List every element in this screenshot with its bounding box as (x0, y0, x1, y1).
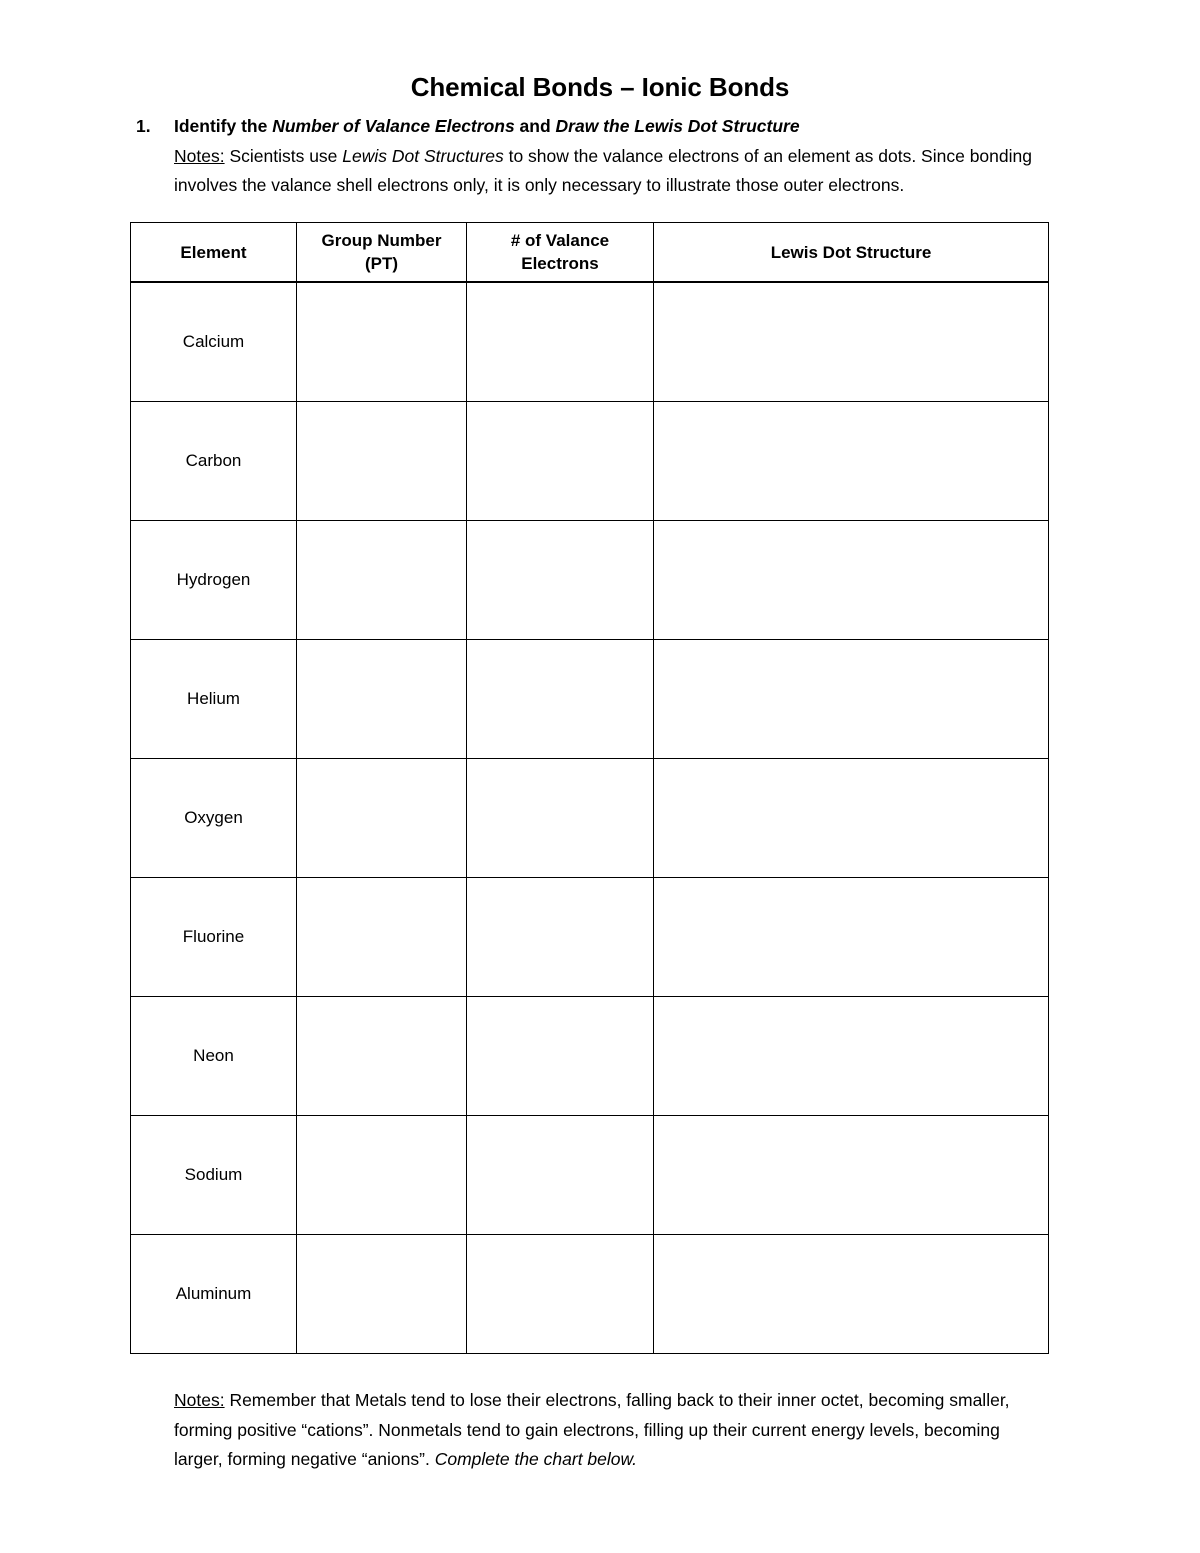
cell-group-number[interactable] (297, 878, 467, 997)
table-header-row (131, 223, 1049, 283)
column-header-valance-line1: # of Valance (510, 231, 610, 250)
intro-notes-italic1: Lewis Dot Structures (342, 145, 504, 166)
cell-lewis-dot-structure[interactable] (654, 521, 1049, 640)
cell-element-name: Fluorine (131, 878, 297, 997)
column-header-element (131, 223, 297, 283)
intro-heading-italic1: Number of Valance Electrons (272, 116, 515, 136)
cell-valance-electrons[interactable] (467, 1235, 654, 1354)
intro-notes-part2: to show the valance electrons of an element as dots. Since bonding involves the valance shell electrons only, it is only necessary to illustrate those outer electrons. (174, 145, 1032, 195)
intro-heading (174, 112, 1048, 142)
intro-heading-part1: Identify the (174, 116, 273, 136)
cell-element-name: Aluminum (131, 1235, 297, 1354)
column-header-group-number-line2: (PT) (364, 254, 399, 273)
cell-valance-electrons[interactable] (467, 997, 654, 1116)
footer-notes-part1: Remember that Metals tend to lose their electrons, falling back to their inner octet, becoming smaller, forming positive “cations”. Nonmetals tend to gain electrons, filling up their current energy levels, becoming larger, forming negative “anions”. (174, 1390, 1010, 1469)
intro-text (174, 112, 1048, 201)
cell-element-name: Neon (131, 997, 297, 1116)
cell-group-number[interactable] (297, 640, 467, 759)
cell-lewis-dot-structure[interactable] (654, 640, 1049, 759)
intro-item-1 (136, 112, 1048, 201)
intro-notes (174, 142, 1048, 201)
cell-element-name: Sodium (131, 1116, 297, 1235)
list-number: 1. (136, 116, 151, 136)
footer-notes-italic1: Complete the chart below. (434, 1449, 638, 1469)
table-row (131, 402, 1049, 521)
column-header-valance-line2: Electrons (521, 254, 599, 273)
intro-notes-part1: Scientists use (224, 145, 343, 166)
cell-group-number[interactable] (297, 1235, 467, 1354)
cell-element-name: Hydrogen (131, 521, 297, 640)
elements-table-container (130, 222, 1048, 1354)
cell-valance-electrons[interactable] (467, 640, 654, 759)
cell-element-name: Calcium (131, 282, 297, 402)
cell-lewis-dot-structure[interactable] (654, 1235, 1049, 1354)
cell-valance-electrons[interactable] (467, 521, 654, 640)
intro-heading-italic2: Draw the Lewis Dot Structure (555, 116, 800, 136)
column-header-lewis-dot-structure (654, 223, 1049, 283)
page-title: Chemical Bonds – Ionic Bonds (410, 72, 790, 102)
table-row (131, 521, 1049, 640)
column-header-group-number-line1: Group Number (321, 231, 442, 250)
cell-lewis-dot-structure[interactable] (654, 402, 1049, 521)
intro-notes-label: Notes: (174, 145, 225, 166)
cell-group-number[interactable] (297, 759, 467, 878)
column-header-group-number (297, 223, 467, 283)
cell-valance-electrons[interactable] (467, 1116, 654, 1235)
cell-group-number[interactable] (297, 521, 467, 640)
cell-group-number[interactable] (297, 997, 467, 1116)
cell-lewis-dot-structure[interactable] (654, 997, 1049, 1116)
cell-lewis-dot-structure[interactable] (654, 282, 1049, 402)
column-header-valance-electrons (467, 223, 654, 283)
intro-section (136, 112, 1048, 201)
cell-element-name: Carbon (131, 402, 297, 521)
table-row (131, 282, 1049, 402)
table-row (131, 759, 1049, 878)
table-row (131, 640, 1049, 759)
elements-table (130, 222, 1049, 1354)
column-header-element-label: Element (180, 242, 247, 262)
elements-table-body (131, 282, 1049, 1354)
cell-element-name: Oxygen (131, 759, 297, 878)
cell-element-name: Helium (131, 640, 297, 759)
table-row (131, 878, 1049, 997)
cell-group-number[interactable] (297, 402, 467, 521)
cell-lewis-dot-structure[interactable] (654, 878, 1049, 997)
table-row (131, 1116, 1049, 1235)
cell-group-number[interactable] (297, 282, 467, 402)
cell-lewis-dot-structure[interactable] (654, 1116, 1049, 1235)
table-row (131, 997, 1049, 1116)
footer-notes-label: Notes: (174, 1390, 225, 1410)
cell-group-number[interactable] (297, 1116, 467, 1235)
table-row (131, 1235, 1049, 1354)
cell-valance-electrons[interactable] (467, 759, 654, 878)
cell-valance-electrons[interactable] (467, 282, 654, 402)
cell-lewis-dot-structure[interactable] (654, 759, 1049, 878)
cell-valance-electrons[interactable] (467, 878, 654, 997)
column-header-lewis-label: Lewis Dot Structure (770, 242, 932, 262)
footer-notes (174, 1386, 1040, 1475)
cell-valance-electrons[interactable] (467, 402, 654, 521)
intro-heading-part2: and (514, 116, 556, 136)
